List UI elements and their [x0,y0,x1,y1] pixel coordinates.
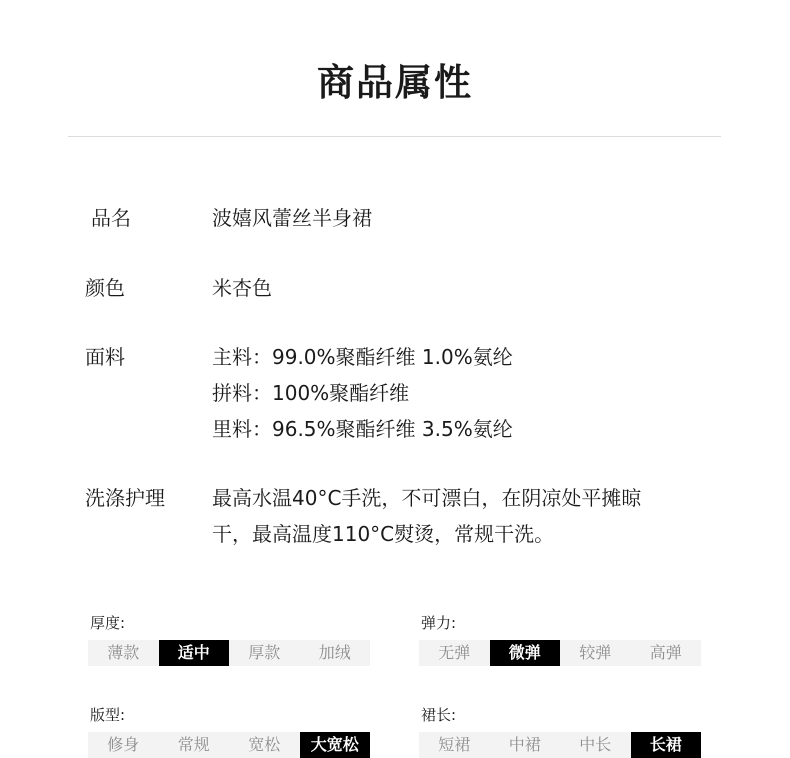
scale-option: 常规 [177,735,210,754]
scale-option: 厚款 [248,643,281,662]
scale-title: 弹力: [421,614,457,632]
scale-title: 版型: [90,706,126,724]
scale-option: 中裙 [508,735,541,754]
scale-option-selected: 微弹 [490,640,561,666]
attribute-label: 面料 [85,345,125,369]
attribute-value: 波嬉风蕾丝半身裙 [212,206,372,230]
attribute-values [212,480,692,552]
scale-thickness [88,613,370,666]
page-title: 商品属性 [317,61,473,104]
attribute-value: 拼料：100%聚酯纤维 [212,381,410,405]
scale-title: 厚度: [90,614,126,632]
attribute-label: 洗涤护理 [85,486,165,510]
attribute-values [212,339,692,447]
scale-title: 裙长: [421,706,457,724]
attribute-label: 品名 [91,206,131,230]
attribute-value: 米杏色 [212,276,272,300]
title-divider [68,136,721,137]
scale-option: 中长 [579,735,612,754]
attribute-values [212,200,692,236]
attribute-label: 颜色 [85,276,125,300]
scale-option: 修身 [107,735,140,754]
scale-option-selected: 适中 [159,640,230,666]
scale-option: 薄款 [107,643,140,662]
attribute-values [212,270,692,306]
scale-fit [88,705,370,758]
scale-options [419,640,701,666]
scale-skirt-length [419,705,701,758]
scale-elasticity [419,613,701,666]
scale-option-selected: 长裙 [631,732,702,758]
attribute-value: 主料：99.0%聚酯纤维 1.0%氨纶 [212,345,513,369]
scale-option: 短裙 [438,735,471,754]
scale-option-selected: 大宽松 [300,732,371,758]
scale-option: 高弹 [649,643,682,662]
scale-option: 无弹 [438,643,471,662]
attribute-value: 里料：96.5%聚酯纤维 3.5%氨纶 [212,417,513,441]
attribute-value: 最高水温40°C手洗，不可漂白，在阴凉处平摊晾 [212,486,642,510]
scale-option: 较弹 [579,643,612,662]
scale-options [88,640,370,666]
scale-option: 宽松 [248,735,281,754]
attribute-value: 干，最高温度110°C熨烫，常规干洗。 [212,522,555,546]
scale-options [88,732,370,758]
scale-option: 加绒 [318,643,351,662]
scale-options [419,732,701,758]
